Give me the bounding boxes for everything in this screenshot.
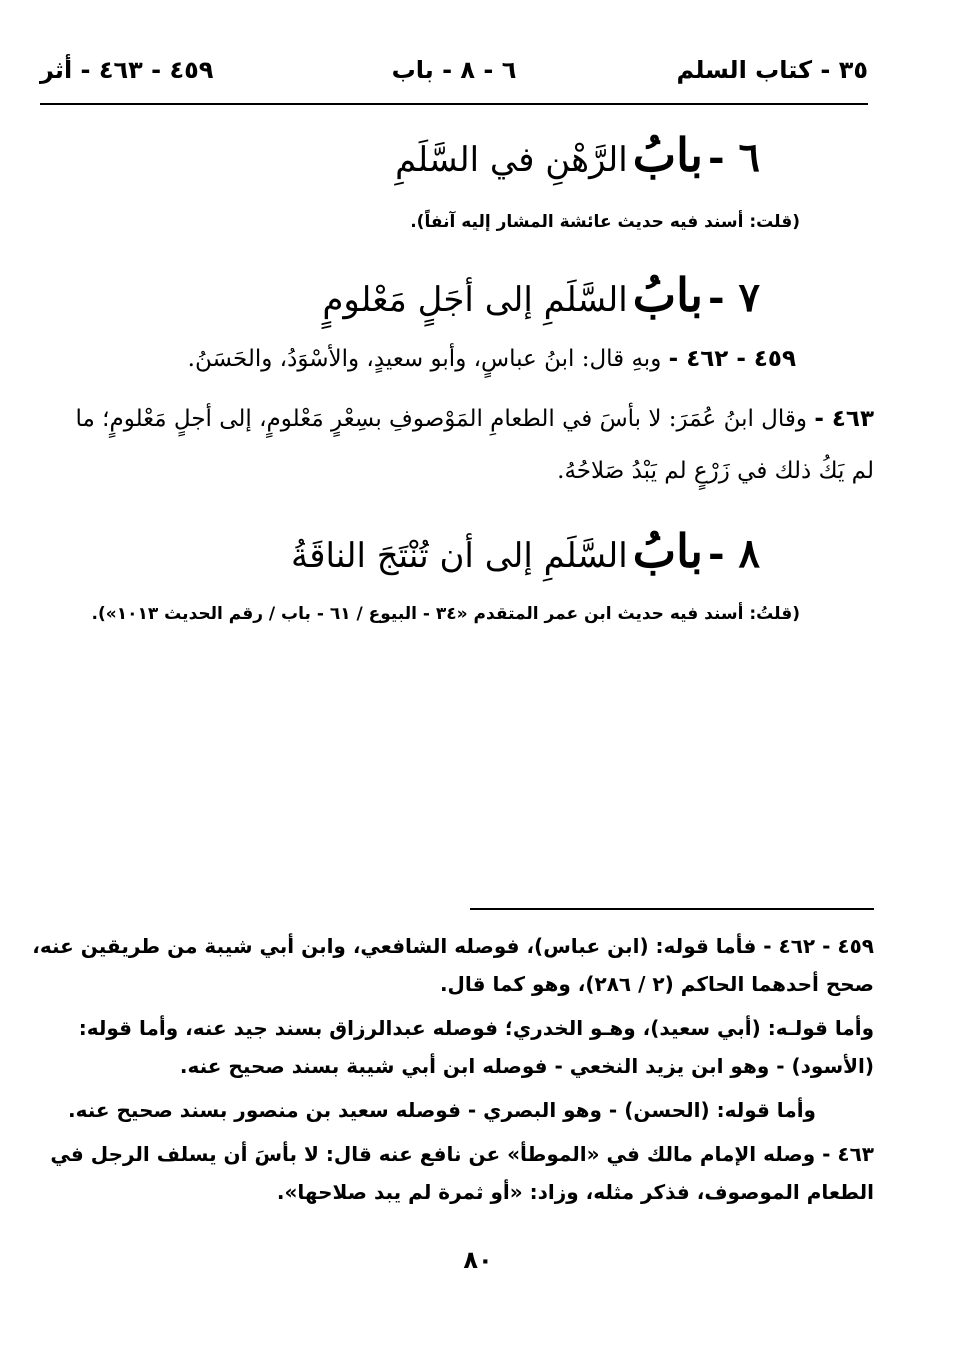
section-bab: بابُ <box>632 268 703 322</box>
athar-text: وبهِ قال: ابنُ عباسٍ، وأبو سعيدٍ، والأسْوَدُ، والحَسَنُ. <box>187 346 662 372</box>
athar-number: ٤٥٩ - ٤٦٢ - <box>668 346 796 372</box>
section-number: ٧ - <box>707 274 760 321</box>
footnote-463-line2: الطعام الموصوف، فذكر مثله، وزاد: «أو ثمرة لم يبد صلاحها». <box>276 1180 874 1204</box>
athar-459-462 <box>96 346 796 372</box>
section-number: ٦ - <box>707 134 760 181</box>
editor-note-2: (قلتُ: أسند فيه حديث ابن عمر المتقدم «٣٤ - البيوع / ٦١ - باب / رقم الحديث ١٠١٣»). <box>91 604 800 624</box>
section-title: السَّلَمِ إلى أن تُنْتَجَ الناقَةُ <box>291 536 628 576</box>
section-bab: بابُ <box>632 524 703 578</box>
section-heading-6 <box>120 128 760 182</box>
section-heading-8 <box>120 524 760 578</box>
header-athar-range: ٤٥٩ - ٤٦٣ - أثر <box>40 56 214 84</box>
footnote-abu-said-line2: (الأسود) - وهو ابن يزيد النخعي - فوصله ابن أبي شيبة بسند صحيح عنه. <box>179 1054 874 1078</box>
athar-text: وقال ابنُ عُمَرَ: لا بأسَ في الطعامِ المَوْصوفِ بسِعْرٍ مَعْلومٍ، إلى أجلٍ مَعْلومٍ؛ ما <box>75 406 807 432</box>
header-section: ٦ - ٨ - باب <box>391 56 517 84</box>
section-bab: بابُ <box>632 128 703 182</box>
running-header <box>40 56 868 96</box>
footnote-abu-said-line1: وأما قولـه: (أبي سعيد)، وهـو الخدري؛ فوصله عبدالرزاق بسند جيد عنه، وأما قوله: <box>78 1016 874 1040</box>
section-title: الرَّهْنِ في السَّلَمِ <box>395 140 628 180</box>
footnote-459-line1: ٤٥٩ - ٤٦٢ - فأما قوله: (ابن عباس)، فوصله الشافعي، وابن أبي شيبة من طريقين عنه، <box>32 934 874 958</box>
header-divider <box>40 103 868 105</box>
footnote-463-line1: ٤٦٣ - وصله الإمام مالك في «الموطأ» عن نافع عنه قال: لا بأسَ أن يسلف الرجل في <box>50 1142 874 1166</box>
section-title: السَّلَمِ إلى أجَلٍ مَعْلومٍ <box>322 280 628 320</box>
athar-463-line1 <box>34 406 874 432</box>
section-number: ٨ - <box>707 530 760 577</box>
section-heading-7 <box>120 268 760 322</box>
athar-number: ٤٦٣ - <box>814 406 874 432</box>
header-chapter: ٣٥ - كتاب السلم <box>676 56 868 84</box>
footnote-hasan: وأما قوله: (الحسن) - وهو البصري - فوصله سعيد بن منصور بسند صحيح عنه. <box>67 1098 816 1122</box>
editor-note-1: (قلت: أسند فيه حديث عائشة المشار إليه آنفاً). <box>410 212 800 232</box>
page-number: ٨٠ <box>463 1246 493 1274</box>
footnote-divider <box>470 908 874 910</box>
athar-463-line2: لم يَكُ ذلك في زَرْعٍ لم يَبْدُ صَلاحُهُ. <box>557 458 874 484</box>
footnote-459-line2: صحح أحدهما الحاكم (٢ / ٢٨٦)، وهو كما قال. <box>439 972 874 996</box>
